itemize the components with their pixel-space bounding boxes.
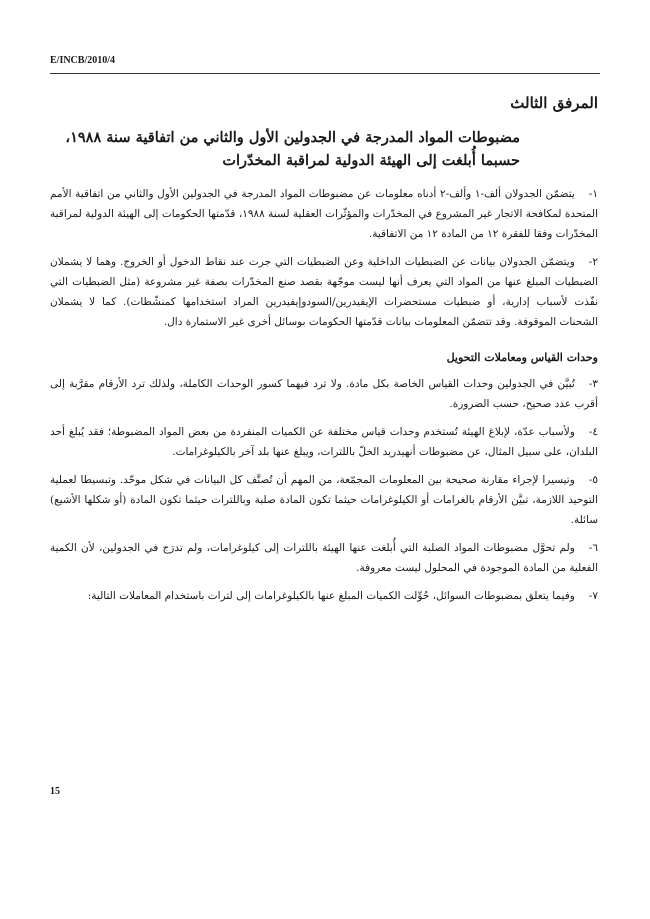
main-title: مضبوطات المواد المدرجة في الجدولين الأول والثاني من اتفاقية سنة ١٩٨٨، حسبما أُبلغت إلى الهيئة الدولية لمراقبة المخدّرات (65, 129, 520, 169)
page-number: 15 (50, 786, 60, 797)
paragraph-2 (50, 252, 598, 332)
paragraph-text: يتضمّن الجدولان ألف-١ وألف-٢ أدناه معلومات عن مضبوطات المواد المدرجة في الجدولين الأول والثاني من اتفاقية الأمم المتحدة لمكافحة الاتجار غير المشروع في المخدّرات والمؤثّرات العقلية لسنة ١٩٨٨، قدّمتها الحكومات إلى الهيئة الدولية لمراقبة المخدّرات وفقا للفقرة ١٢ من المادة ١٢ من الاتفاقية. (50, 188, 598, 240)
document-code: E/INCB/2010/4 (50, 55, 116, 66)
paragraph-7 (50, 586, 598, 606)
paragraph-text: وتيسيرا لإجراء مقارنة صحيحة بين المعلومات المجمّعة، من المهم أن تُصنَّف كل البيانات في شكل موحّد. وتبسيطا لعملية التوحيد اللازمة، تبيَّن الأرقام بالغرامات أو الكيلوغرامات حيثما تكون المادة صلبة وباللترات حيثما تكون المادة (أو شكلها الأشيع) سائلة. (50, 474, 598, 526)
paragraph-5 (50, 470, 598, 530)
paragraph-number: ٥- (588, 474, 598, 486)
paragraph-6 (50, 538, 598, 578)
paragraph-number: ٤- (588, 426, 598, 438)
page-content (50, 92, 598, 614)
paragraph-text: وفيما يتعلق بمضبوطات السوائل، حُوِّلت الكميات المبلغ عنها بالكيلوغرامات إلى لترات باستخدام المعاملات التالية: (87, 590, 575, 602)
annex-title: المرفق الثالث (510, 94, 598, 112)
paragraph-number: ٧- (588, 590, 598, 602)
paragraph-number: ٢- (588, 256, 598, 268)
header-divider (50, 73, 600, 74)
section-heading: وحدات القياس ومعاملات التحويل (446, 351, 598, 364)
paragraph-number: ١- (588, 188, 598, 200)
paragraph-4 (50, 422, 598, 462)
paragraph-text: ولم تحوَّل مضبوطات المواد الصلبة التي أُبلغت عنها الهيئة باللترات إلى كيلوغرامات، ولم تدرَج في الجدولين، لأن الكمية الفعلية من المادة الموجودة في المحلول ليست معروفة. (50, 542, 598, 574)
paragraph-text: ويتضمّن الجدولان بيانات عن الضبطيات الداخلية وعن الضبطيات التي جرت عند نقاط الدخول أو الخروج. وهما لا يشملان الضبطيات المبلغ عنها من المواد التي يعرف أنها ليست موجّهة بقصد صنع المخدّرات بصفة غير مشروعة (مثل الضبطيات التي نفّذت لأسباب إدارية، أو ضبطيات مستحضرات الإيفيدرين/السودوإيفيدرين المراد استخدامها كمنشّطات). كما لا يشملان الشحنات الموقوفة. وقد تتضمّن المعلومات بيانات قدّمتها الحكومات بوسائل أخرى غير الاستمارة دال. (50, 256, 598, 328)
paragraph-number: ٣- (588, 378, 598, 390)
paragraph-text: تُبيَّن في الجدولين وحدات القياس الخاصة بكل مادة. ولا ترد فيهما كسور الوحدات الكاملة، ولذلك ترد الأرقام مقرَّبة إلى أقرب عدد صحيح، حسب الضرورة. (50, 378, 598, 410)
paragraph-number: ٦- (588, 542, 598, 554)
paragraph-3 (50, 374, 598, 414)
paragraph-1 (50, 184, 598, 244)
paragraph-text: ولأسباب عدّة، لإبلاغ الهيئة تُستخدم وحدات قياس مختلفة عن الكميات المنفردة من بعض المواد المضبوطة؛ فقد يُبلغ أحد البلدان، على سبيل المثال، عن مضبوطات أنهيدريد الخلّ باللترات، ويبلغ عنها بلد آخر بالكيلوغرامات. (50, 426, 598, 458)
